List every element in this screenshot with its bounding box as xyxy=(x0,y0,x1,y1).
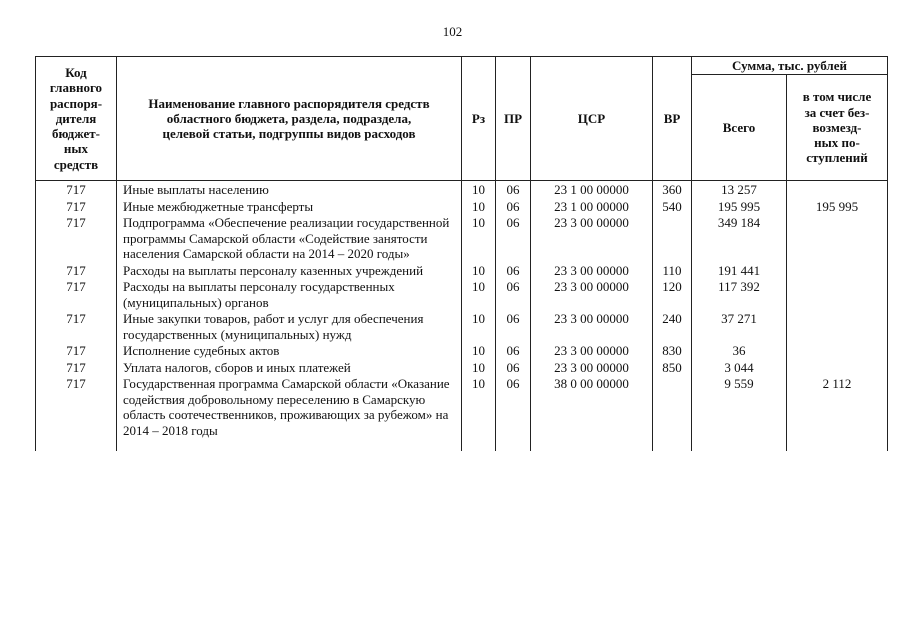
header-code xyxy=(36,57,117,181)
cell-name: Расходы на выплаты персоналу государственных (муниципальных) органов xyxy=(117,279,462,311)
cell-csr: 23 3 00 00000 xyxy=(531,343,653,360)
cell-csr: 23 1 00 00000 xyxy=(531,181,653,199)
cell-rz: 10 xyxy=(462,279,496,311)
cell-total: 9 559 xyxy=(692,376,787,451)
cell-csr: 23 3 00 00000 xyxy=(531,215,653,263)
header-pr: ПР xyxy=(496,57,531,181)
cell-rz: 10 xyxy=(462,181,496,199)
cell-name: Расходы на выплаты персоналу казенных учреждений xyxy=(117,263,462,280)
cell-vr: 850 xyxy=(653,360,692,377)
cell-free xyxy=(787,263,888,280)
cell-code: 717 xyxy=(36,181,117,199)
cell-pr: 06 xyxy=(496,311,531,343)
cell-rz: 10 xyxy=(462,360,496,377)
header-code-line: ных xyxy=(63,141,89,157)
cell-code: 717 xyxy=(36,311,117,343)
cell-total: 37 271 xyxy=(692,311,787,343)
cell-free: 2 112 xyxy=(787,376,888,451)
cell-vr: 240 xyxy=(653,311,692,343)
cell-total: 349 184 xyxy=(692,215,787,263)
cell-csr: 23 3 00 00000 xyxy=(531,279,653,311)
cell-vr: 540 xyxy=(653,199,692,216)
header-vr: ВР xyxy=(653,57,692,181)
table-row xyxy=(36,279,888,311)
header-free-line: за счет без- xyxy=(804,104,870,120)
cell-free: 195 995 xyxy=(787,199,888,216)
cell-vr: 120 xyxy=(653,279,692,311)
cell-csr: 23 1 00 00000 xyxy=(531,199,653,216)
cell-vr xyxy=(653,376,692,451)
cell-rz: 10 xyxy=(462,263,496,280)
cell-pr: 06 xyxy=(496,343,531,360)
cell-rz: 10 xyxy=(462,215,496,263)
header-code-line: главного xyxy=(49,80,103,96)
cell-pr: 06 xyxy=(496,376,531,451)
table-row xyxy=(36,376,888,451)
cell-free xyxy=(787,279,888,311)
cell-total: 191 441 xyxy=(692,263,787,280)
table-body xyxy=(36,181,888,452)
page-number: 102 xyxy=(442,24,463,39)
header-name-line: областного бюджета, раздела, подраздела, xyxy=(166,110,412,126)
cell-code: 717 xyxy=(36,360,117,377)
table-row xyxy=(36,360,888,377)
table-row xyxy=(36,215,888,263)
table-row xyxy=(36,311,888,343)
cell-code: 717 xyxy=(36,279,117,311)
cell-pr: 06 xyxy=(496,215,531,263)
cell-total: 36 xyxy=(692,343,787,360)
header-free-line: ных по- xyxy=(814,135,860,151)
header-name xyxy=(117,57,462,181)
cell-name: Иные межбюджетные трансферты xyxy=(117,199,462,216)
cell-vr: 830 xyxy=(653,343,692,360)
cell-code: 717 xyxy=(36,263,117,280)
cell-code: 717 xyxy=(36,199,117,216)
cell-free xyxy=(787,215,888,263)
header-csr: ЦСР xyxy=(531,57,653,181)
cell-total: 195 995 xyxy=(692,199,787,216)
cell-name: Государственная программа Самарской области «Оказание содействия добровольному переселению в Самарскую область соотечественников, проживающих за рубежом» на 2014 – 2018 годы xyxy=(117,376,462,451)
cell-rz: 10 xyxy=(462,376,496,451)
cell-code: 717 xyxy=(36,215,117,263)
cell-rz: 10 xyxy=(462,199,496,216)
table-row xyxy=(36,181,888,199)
cell-code: 717 xyxy=(36,376,117,451)
cell-rz: 10 xyxy=(462,311,496,343)
table-row xyxy=(36,199,888,216)
cell-name: Иные закупки товаров, работ и услуг для обеспечения государственных (муниципальных) нужд xyxy=(117,311,462,343)
cell-csr: 23 3 00 00000 xyxy=(531,311,653,343)
cell-free xyxy=(787,360,888,377)
header-code-line: дителя xyxy=(55,110,97,126)
budget-table xyxy=(35,56,888,451)
header-code-line: распоря- xyxy=(49,95,103,111)
header-code-line: средств xyxy=(53,156,99,172)
budget-table-container xyxy=(35,56,887,526)
table-header xyxy=(36,57,888,181)
header-name-line: Наименование главного распорядителя средств xyxy=(148,95,430,111)
cell-free xyxy=(787,181,888,199)
header-code-line: бюджет- xyxy=(51,126,100,142)
header-rz: Рз xyxy=(462,57,496,181)
cell-pr: 06 xyxy=(496,199,531,216)
header-free xyxy=(787,75,888,181)
cell-total: 117 392 xyxy=(692,279,787,311)
table-row xyxy=(36,343,888,360)
cell-vr: 360 xyxy=(653,181,692,199)
cell-rz: 10 xyxy=(462,343,496,360)
cell-pr: 06 xyxy=(496,279,531,311)
cell-code: 717 xyxy=(36,343,117,360)
header-free-line: ступлений xyxy=(806,150,868,166)
cell-vr xyxy=(653,215,692,263)
cell-total: 13 257 xyxy=(692,181,787,199)
cell-pr: 06 xyxy=(496,181,531,199)
cell-name: Подпрограмма «Обеспечение реализации государственной программы Самарской области «Содействие занятости населения Самарской области на 2014 – 2020 годы» xyxy=(117,215,462,263)
cell-csr: 38 0 00 00000 xyxy=(531,376,653,451)
cell-free xyxy=(787,343,888,360)
header-name-line: целевой статьи, подгруппы видов расходов xyxy=(162,126,416,142)
header-sum: Сумма, тыс. рублей xyxy=(692,57,888,75)
cell-csr: 23 3 00 00000 xyxy=(531,263,653,280)
header-code-line: Код xyxy=(65,65,87,81)
header-free-line: в том числе xyxy=(802,89,872,105)
cell-pr: 06 xyxy=(496,263,531,280)
header-total: Всего xyxy=(692,75,787,181)
cell-total: 3 044 xyxy=(692,360,787,377)
header-free-line: возмезд- xyxy=(812,119,862,135)
cell-pr: 06 xyxy=(496,360,531,377)
cell-name: Иные выплаты населению xyxy=(117,181,462,199)
cell-vr: 110 xyxy=(653,263,692,280)
cell-name: Исполнение судебных актов xyxy=(117,343,462,360)
cell-free xyxy=(787,311,888,343)
cell-name: Уплата налогов, сборов и иных платежей xyxy=(117,360,462,377)
table-row xyxy=(36,263,888,280)
cell-csr: 23 3 00 00000 xyxy=(531,360,653,377)
